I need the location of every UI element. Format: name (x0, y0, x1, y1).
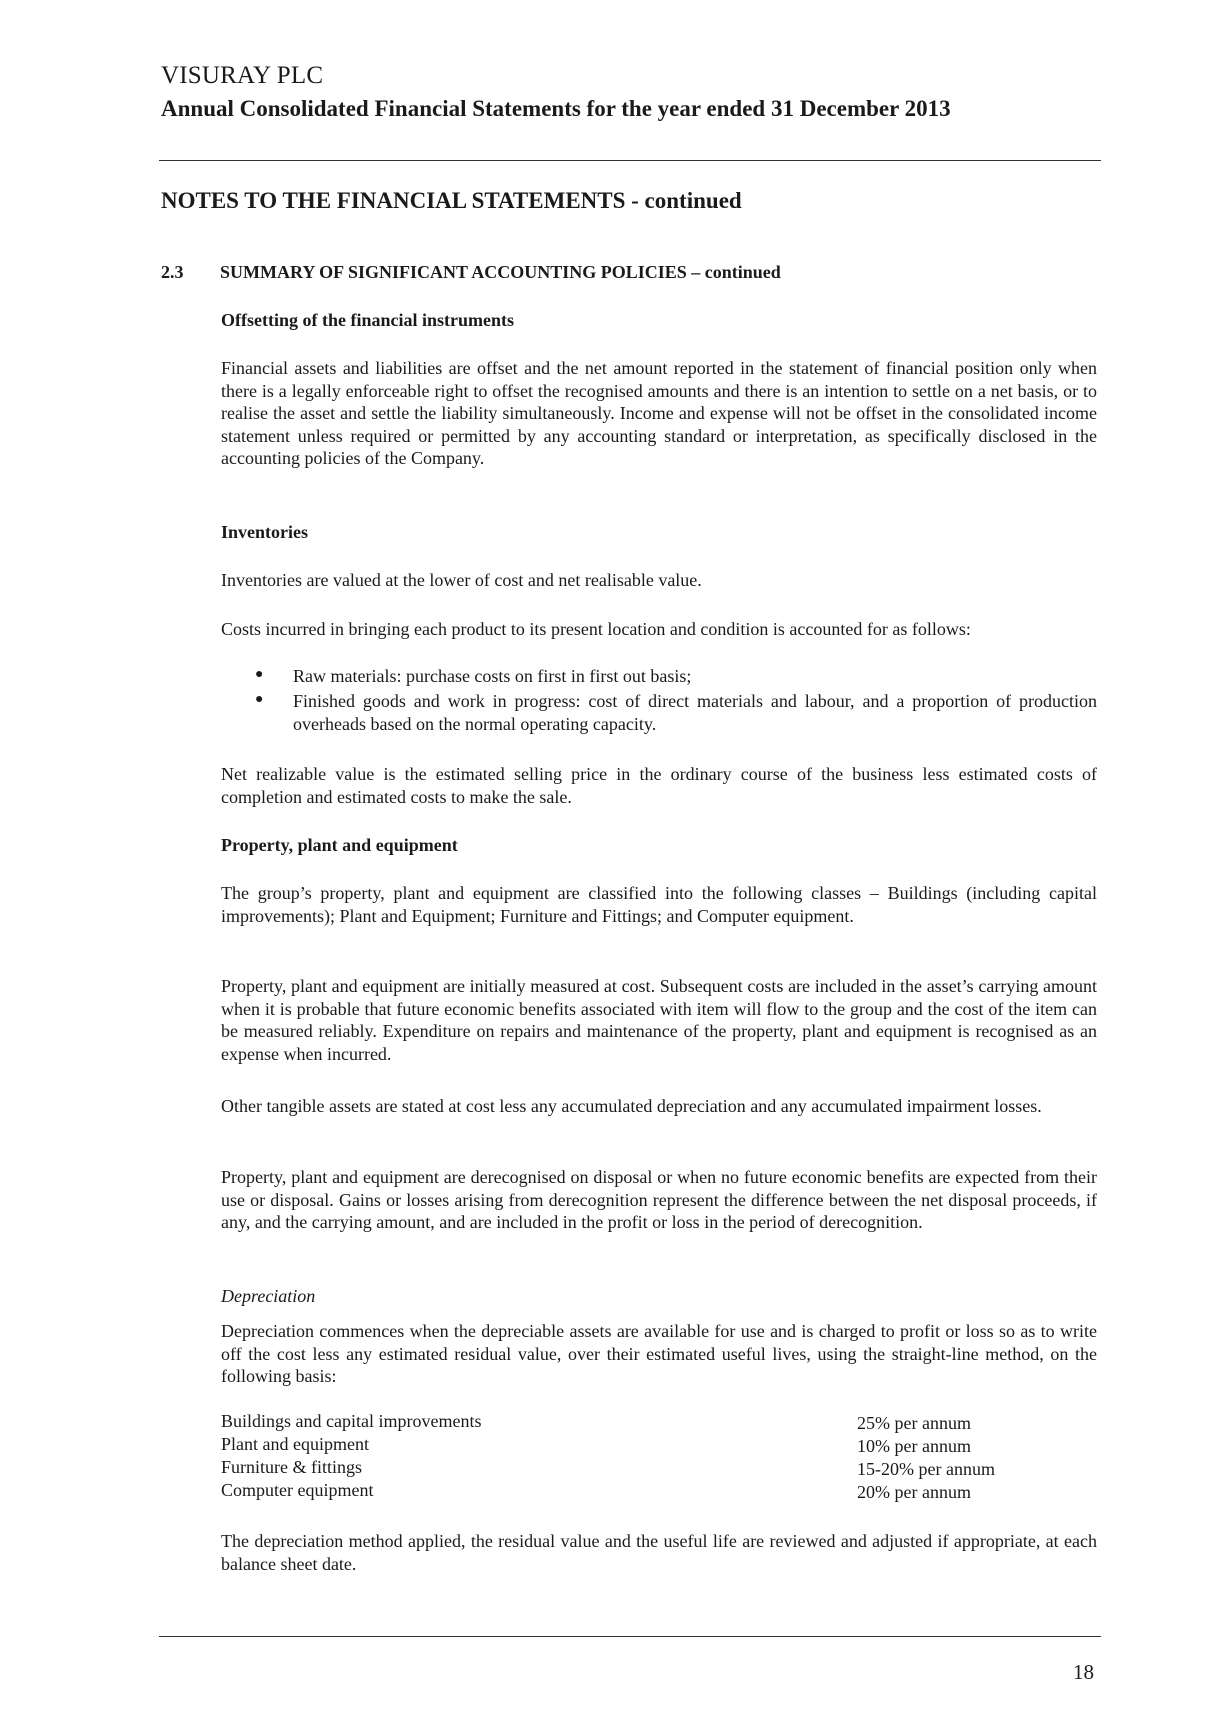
bullet-icon: ● (255, 692, 264, 707)
ppe-paragraph-3: Other tangible assets are stated at cost less any accumulated depreciation and any accumulated impairment losses. (221, 1096, 1042, 1116)
report-subtitle: Annual Consolidated Financial Statements for the year ended 31 December 2013 (161, 96, 951, 121)
ppe-paragraph-4: Property, plant and equipment are derecognised on disposal or when no future economic benefits are expected from their use or disposal. Gains or losses arising from derecognition represent the difference between the net disposal proceeds, if any, and the carrying amount, and are included in the profit or loss in the period of derecognition. (221, 1167, 1097, 1232)
depreciation-paragraph-2: The depreciation method applied, the residual value and the useful life are reviewed and adjusted if appropriate, at each balance sheet date. (221, 1531, 1097, 1574)
inventories-bullet-1: Raw materials: purchase costs on first in first out basis; (293, 666, 692, 686)
inventories-heading: Inventories (221, 522, 308, 542)
rate-row-rate: 20% per annum (857, 1482, 971, 1502)
ppe-paragraph-1: The group’s property, plant and equipment are classified into the following classes – Buildings (including capital improvements); Plant and Equipment; Furniture and Fittings; and Computer equipment. (221, 883, 1097, 926)
inventories-paragraph-3: Net realizable value is the estimated selling price in the ordinary course of the business less estimated costs of completion and estimated costs to make the sale. (221, 764, 1097, 807)
header-rule (159, 160, 1101, 161)
footer-rule (159, 1636, 1101, 1637)
rate-row-rate: 25% per annum (857, 1413, 971, 1433)
rate-row-asset: Computer equipment (221, 1480, 374, 1500)
offsetting-paragraph: Financial assets and liabilities are offset and the net amount reported in the statement of financial position only when there is a legally enforceable right to offset the recognised amounts and there is an intention to settle on a net basis, or to realise the asset and settle the liability simultaneously. Income and expense will not be offset in the consolidated income statement unless required or permitted by any accounting standard or interpretation, as specifically disclosed in the accounting policies of the Company. (221, 358, 1097, 468)
ppe-paragraph-2: Property, plant and equipment are initially measured at cost. Subsequent costs are included in the asset’s carrying amount when it is probable that future economic benefits associated with item will flow to the group and the cost of the item can be measured reliably. Expenditure on repairs and maintenance of the property, plant and equipment is recognised as an expense when incurred. (221, 976, 1097, 1064)
rate-row-asset: Plant and equipment (221, 1434, 369, 1454)
inventories-paragraph-2: Costs incurred in bringing each product to its present location and condition is accounted for as follows: (221, 619, 971, 639)
rate-row-rate: 15-20% per annum (857, 1459, 995, 1479)
rate-row-rate: 10% per annum (857, 1436, 971, 1456)
section-number: 2.3 (161, 262, 184, 282)
inventories-bullet-2: Finished goods and work in progress: cost of direct materials and labour, and a proportion of production overheads based on the normal operating capacity. (293, 691, 1097, 734)
depreciation-paragraph-1: Depreciation commences when the depreciable assets are available for use and is charged to profit or loss so as to write off the cost less any estimated residual value, over their estimated useful lives, using the straight-line method, on the following basis: (221, 1321, 1097, 1386)
inventories-paragraph-1: Inventories are valued at the lower of cost and net realisable value. (221, 570, 702, 590)
page-number: 18 (1073, 1660, 1094, 1684)
rate-row-asset: Furniture & fittings (221, 1457, 362, 1477)
ppe-heading: Property, plant and equipment (221, 835, 458, 855)
bullet-icon: ● (255, 667, 264, 682)
company-name: VISURAY PLC (161, 62, 324, 89)
offsetting-heading: Offsetting of the financial instruments (221, 310, 514, 330)
section-title: SUMMARY OF SIGNIFICANT ACCOUNTING POLICIES – continued (220, 262, 781, 282)
depreciation-heading: Depreciation (221, 1286, 316, 1306)
rate-row-asset: Buildings and capital improvements (221, 1411, 482, 1431)
notes-title: NOTES TO THE FINANCIAL STATEMENTS - continued (161, 188, 742, 213)
